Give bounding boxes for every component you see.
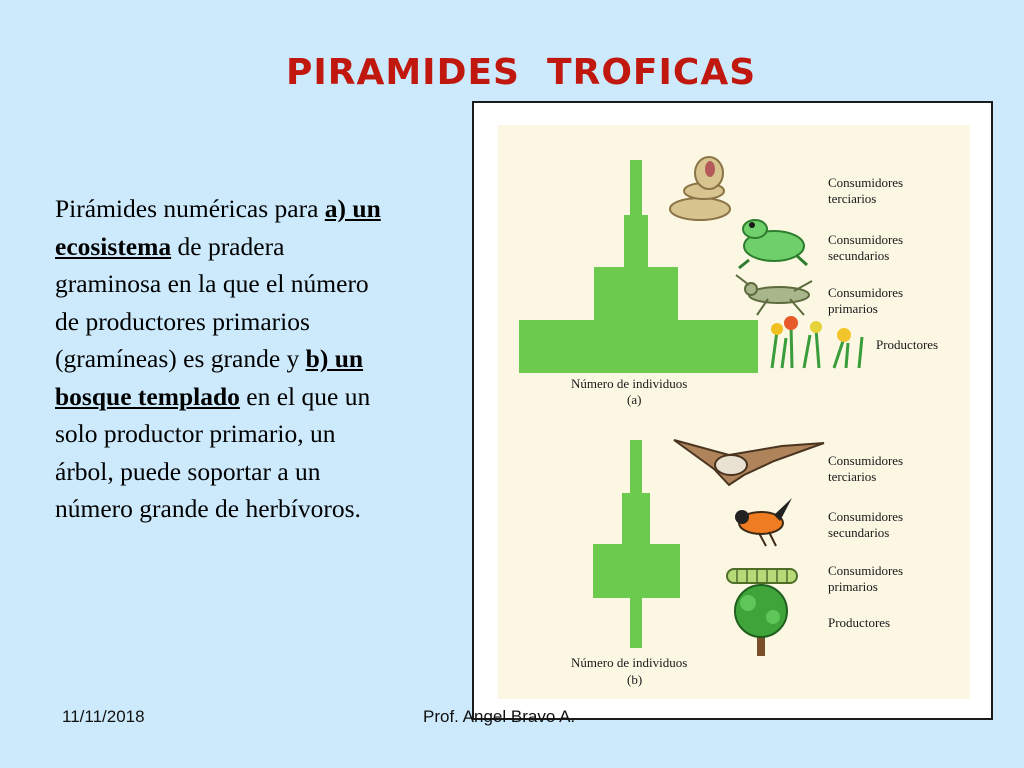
pyramid-a-axis-label: Número de individuos	[571, 376, 688, 391]
figure-panel-background	[498, 125, 970, 699]
pyramid-a-level-3-label-line1: Consumidores	[828, 285, 904, 300]
footer-author: Prof. Angel Bravo A.	[423, 707, 576, 726]
pyramid-diagram	[474, 103, 991, 718]
pyramid-b-axis-label: Número de individuos	[571, 655, 688, 670]
pyramid-b-tertiary-bar	[630, 440, 642, 493]
pyramid-b-secondary-bar	[622, 493, 650, 544]
pyramid-a-primary-bar	[594, 267, 678, 320]
intro-text: Pirámides numéricas para	[55, 194, 325, 223]
pyramid-a-level-1-label-line1: Consumidores	[828, 175, 904, 190]
description-paragraph	[55, 190, 390, 528]
pyramid-a-level-3-label-line2: primarios	[828, 301, 878, 316]
pyramid-b-panel-label: (b)	[627, 672, 643, 687]
pyramid-a-secondary-bar	[624, 215, 648, 267]
item-b-text: b) un bosque templado	[55, 344, 364, 411]
footer-date: 11/11/2018	[62, 707, 145, 726]
pyramid-a-level-2-label-line2: secundarios	[828, 248, 890, 263]
pyramid-b-level-1-label-line1: Consumidores	[828, 453, 904, 468]
pyramid-figure	[472, 101, 993, 720]
pyramid-a-level-4-label: Productores	[876, 337, 939, 352]
pyramid-a-producer-bar	[519, 320, 758, 373]
pyramid-b-level-3-label-line2: primarios	[828, 579, 878, 594]
after-a-text: de pradera graminosa en la que el número de productores primarios (gramíneas) es grande y	[55, 231, 369, 373]
pyramid-a-panel-label: (a)	[627, 392, 642, 407]
pyramid-b-level-2-label-line1: Consumidores	[828, 509, 904, 524]
pyramid-b-producer-bar	[630, 598, 642, 648]
pyramid-b-level-4-label: Productores	[828, 615, 891, 630]
pyramid-a-level-1-label-line2: terciarios	[828, 191, 877, 206]
pyramid-b-level-3-label-line1: Consumidores	[828, 563, 904, 578]
pyramid-a-tertiary-bar	[630, 160, 642, 215]
after-b-text: en el que un solo productor primario, un árbol, puede soportar a un número grande de herbívoros.	[55, 381, 371, 523]
pyramid-b-level-2-label-line2: secundarios	[828, 525, 890, 540]
pyramid-b-level-1-label-line2: terciarios	[828, 469, 877, 484]
pyramid-a-level-2-label-line1: Consumidores	[828, 232, 904, 247]
caterpillar-icon	[727, 569, 797, 583]
pyramid-b-primary-bar	[593, 544, 680, 598]
item-a-text: a) un ecosistema	[55, 194, 381, 261]
page-title: PIRAMIDES TROFICAS	[286, 52, 757, 93]
